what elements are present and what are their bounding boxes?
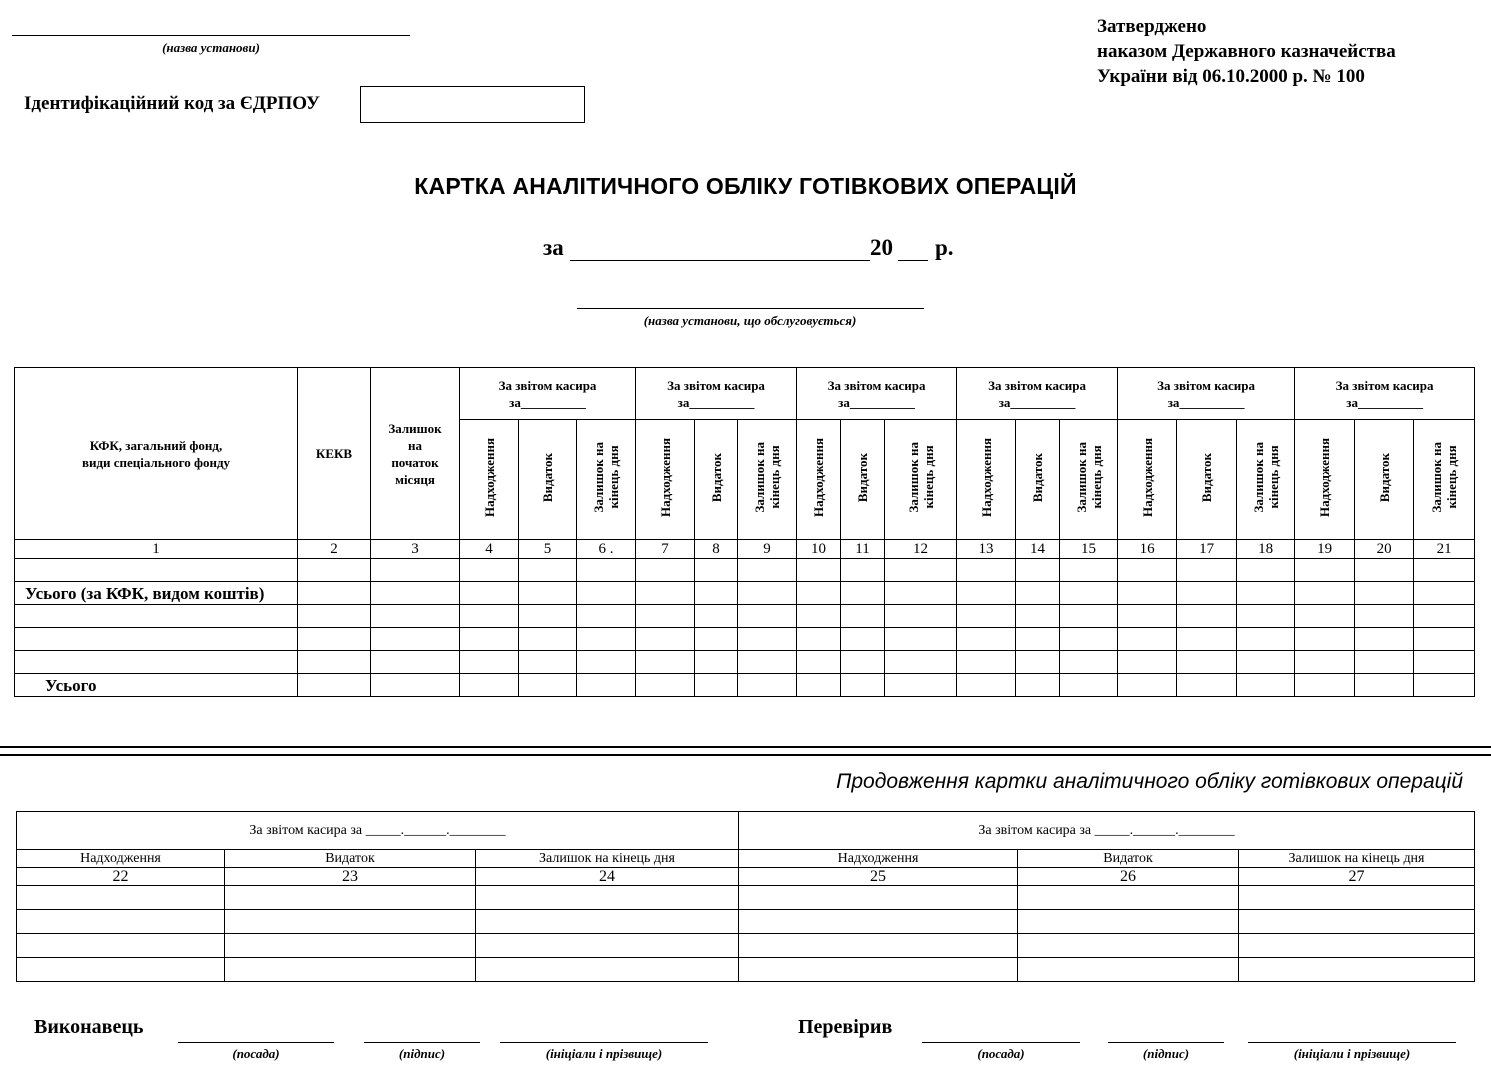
table-row: [15, 559, 1475, 582]
table-cell[interactable]: [577, 674, 636, 697]
approval-line-1: Затверджено: [1097, 16, 1207, 37]
table-cell[interactable]: [15, 651, 298, 674]
table-cell[interactable]: [957, 605, 1016, 628]
table-cell[interactable]: [738, 559, 797, 582]
table-cell[interactable]: [1295, 628, 1355, 651]
table-cell[interactable]: [1239, 910, 1475, 934]
table-cell[interactable]: [371, 559, 460, 582]
table-cell[interactable]: [1118, 605, 1177, 628]
table-cell[interactable]: [1060, 674, 1118, 697]
table-cell[interactable]: [460, 582, 519, 605]
table-cell[interactable]: [1018, 958, 1239, 982]
table-cell[interactable]: [738, 582, 797, 605]
sub-income-header: Надходження: [957, 420, 1016, 540]
table-cell[interactable]: [1237, 582, 1295, 605]
sub-expense-header: Видаток: [1355, 420, 1414, 540]
table-cell[interactable]: [1239, 958, 1475, 982]
table-row: [17, 886, 1475, 910]
table-cell[interactable]: [739, 958, 1018, 982]
sub-expense-header: Видаток: [841, 420, 885, 540]
cashier-report-group-cont-2: За звітом касира за _____.______.________: [739, 812, 1475, 850]
column-number: 17: [1177, 540, 1237, 559]
separator-top: [0, 746, 1491, 748]
table-cell[interactable]: [885, 582, 957, 605]
column-number: 14: [1016, 540, 1060, 559]
table-cell[interactable]: [17, 958, 225, 982]
table-cell[interactable]: [1177, 582, 1237, 605]
sub-income-header: Надходження: [636, 420, 695, 540]
table-cell[interactable]: [1118, 559, 1177, 582]
edrpou-code-field[interactable]: [360, 86, 585, 123]
period-year: 20: [870, 235, 893, 260]
table-cell[interactable]: [1016, 651, 1060, 674]
table-cell[interactable]: [371, 605, 460, 628]
column-number: 5: [519, 540, 577, 559]
checker-name-field[interactable]: [1248, 1042, 1456, 1043]
table-cell[interactable]: [1060, 628, 1118, 651]
table-cell[interactable]: [225, 934, 476, 958]
table-cell[interactable]: [1118, 651, 1177, 674]
table-cell[interactable]: [577, 582, 636, 605]
main-table: [14, 367, 1475, 697]
table-cell[interactable]: [1237, 559, 1295, 582]
table-cell[interactable]: [957, 674, 1016, 697]
table-cell[interactable]: [797, 628, 841, 651]
sub-balance-header: Залишок на кінець дня: [738, 420, 797, 540]
column-number: 22: [17, 868, 225, 886]
table-cell[interactable]: [577, 651, 636, 674]
table-cell[interactable]: [957, 559, 1016, 582]
table-cell[interactable]: [695, 605, 738, 628]
total-row: [15, 674, 1475, 697]
table-cell[interactable]: [636, 582, 695, 605]
table-cell[interactable]: [460, 559, 519, 582]
cashier-report-group-2: За звітом касира за__________: [636, 368, 797, 420]
sub-income-header: Надходження: [797, 420, 841, 540]
approval-line-2: наказом Державного казначейства: [1097, 41, 1396, 62]
table-cell[interactable]: [885, 674, 957, 697]
table-cell[interactable]: [15, 605, 298, 628]
table-cell[interactable]: [298, 628, 371, 651]
table-cell[interactable]: [1414, 605, 1475, 628]
column-number: 16: [1118, 540, 1177, 559]
column-number: 26: [1018, 868, 1239, 886]
table-cell[interactable]: [476, 934, 739, 958]
table-cell[interactable]: [1355, 628, 1414, 651]
column-number: 10: [797, 540, 841, 559]
executor-signature-field[interactable]: [364, 1042, 480, 1043]
table-cell[interactable]: [739, 910, 1018, 934]
table-cell[interactable]: [1414, 559, 1475, 582]
table-cell[interactable]: [1355, 651, 1414, 674]
table-cell[interactable]: [695, 628, 738, 651]
table-cell[interactable]: [371, 674, 460, 697]
checker-signature-field[interactable]: [1108, 1042, 1224, 1043]
cont-column-numbers-row: [17, 868, 1475, 886]
table-cell[interactable]: [460, 628, 519, 651]
column-number: 8: [695, 540, 738, 559]
table-cell[interactable]: [695, 674, 738, 697]
table-cell[interactable]: [885, 628, 957, 651]
checker-signature-caption: (підпис): [1142, 1046, 1190, 1061]
table-cell[interactable]: [1414, 651, 1475, 674]
table-cell[interactable]: [519, 674, 577, 697]
sub-income-header: Надходження: [1118, 420, 1177, 540]
table-cell[interactable]: [636, 651, 695, 674]
table-cell[interactable]: [1177, 559, 1237, 582]
table-cell[interactable]: [17, 910, 225, 934]
table-cell[interactable]: [17, 886, 225, 910]
column-number: 6 .: [577, 540, 636, 559]
checker-position-caption: (посада): [977, 1046, 1025, 1061]
table-cell[interactable]: [519, 605, 577, 628]
table-cell[interactable]: [841, 582, 885, 605]
table-cell[interactable]: [1237, 605, 1295, 628]
table-cell[interactable]: [460, 674, 519, 697]
cont-expense-header: Видаток: [225, 850, 476, 868]
table-cell[interactable]: [695, 559, 738, 582]
table-cell[interactable]: [739, 886, 1018, 910]
table-row: [15, 651, 1475, 674]
separator-bottom: [0, 754, 1491, 756]
table-cell[interactable]: [519, 559, 577, 582]
sub-balance-header: Залишок на кінець дня: [885, 420, 957, 540]
period-prefix: за: [543, 235, 564, 260]
table-cell[interactable]: [1414, 628, 1475, 651]
cashier-report-group-4: За звітом касира за__________: [957, 368, 1118, 420]
column-number: 23: [225, 868, 476, 886]
table-cell[interactable]: [636, 628, 695, 651]
table-cell[interactable]: [1177, 628, 1237, 651]
column-number: 12: [885, 540, 957, 559]
table-cell[interactable]: [371, 651, 460, 674]
table-cell[interactable]: [225, 886, 476, 910]
cont-balance-header: Залишок на кінець дня: [476, 850, 739, 868]
checked-label: Перевірив: [798, 1016, 893, 1038]
sub-expense-header: Видаток: [1177, 420, 1237, 540]
column-number: 19: [1295, 540, 1355, 559]
column-number: 7: [636, 540, 695, 559]
table-cell[interactable]: [1295, 605, 1355, 628]
table-cell[interactable]: [957, 651, 1016, 674]
continuation-title: Продовження картки аналітичного обліку готівкових операцій: [836, 770, 1463, 793]
table-cell[interactable]: [519, 582, 577, 605]
approval-line-3: України від 06.10.2000 р. № 100: [1097, 66, 1365, 87]
cont-balance-header: Залишок на кінець дня: [1239, 850, 1475, 868]
table-cell[interactable]: [1414, 582, 1475, 605]
cont-income-header: Надходження: [739, 850, 1018, 868]
table-row: [17, 934, 1475, 958]
table-cell[interactable]: [1060, 605, 1118, 628]
table-cell[interactable]: [1060, 559, 1118, 582]
table-cell[interactable]: [636, 559, 695, 582]
table-row: [17, 958, 1475, 982]
table-cell[interactable]: [738, 651, 797, 674]
table-cell[interactable]: [841, 674, 885, 697]
table-cell[interactable]: [1237, 674, 1295, 697]
row-label: Усього: [15, 674, 298, 697]
table-cell[interactable]: [460, 651, 519, 674]
table-cell[interactable]: [885, 559, 957, 582]
period-line: [543, 235, 963, 265]
table-cell[interactable]: [519, 628, 577, 651]
table-cell[interactable]: [738, 605, 797, 628]
table-cell[interactable]: [225, 958, 476, 982]
period-month-field[interactable]: [570, 260, 870, 261]
executor-label: Виконавець: [34, 1016, 144, 1038]
table-cell[interactable]: [371, 628, 460, 651]
page-title: КАРТКА АНАЛІТИЧНОГО ОБЛІКУ ГОТІВКОВИХ ОПЕРАЦІЙ: [414, 173, 1077, 199]
column-number: 21: [1414, 540, 1475, 559]
table-cell[interactable]: [1016, 628, 1060, 651]
table-cell[interactable]: [1177, 651, 1237, 674]
table-cell[interactable]: [476, 958, 739, 982]
checker-position-field[interactable]: [922, 1042, 1080, 1043]
org-name-caption: (назва установи): [162, 40, 260, 55]
table-cell[interactable]: [1177, 605, 1237, 628]
sub-expense-header: Видаток: [1016, 420, 1060, 540]
cashier-report-group-1: За звітом касира за__________: [460, 368, 636, 420]
column-number: 13: [957, 540, 1016, 559]
sub-balance-header: Залишок на кінець дня: [1237, 420, 1295, 540]
table-cell[interactable]: [797, 674, 841, 697]
column-number: 25: [739, 868, 1018, 886]
row-label: Усього (за КФК, видом коштів): [15, 582, 298, 605]
table-cell[interactable]: [519, 651, 577, 674]
table-cell[interactable]: [797, 559, 841, 582]
period-suffix: р.: [935, 235, 954, 260]
table-cell[interactable]: [841, 559, 885, 582]
table-cell[interactable]: [1018, 886, 1239, 910]
column-number: 24: [476, 868, 739, 886]
table-cell[interactable]: [1118, 674, 1177, 697]
table-cell[interactable]: [957, 628, 1016, 651]
edrpou-label: Ідентифікаційний код за ЄДРПОУ: [24, 93, 320, 114]
col-kekv-header: КЕКВ: [298, 368, 371, 540]
table-cell[interactable]: [1016, 605, 1060, 628]
table-cell[interactable]: [1355, 674, 1414, 697]
table-cell[interactable]: [1414, 674, 1475, 697]
table-cell[interactable]: [1237, 651, 1295, 674]
column-number: 2: [298, 540, 371, 559]
table-cell[interactable]: [577, 605, 636, 628]
cashier-report-group-5: За звітом касира за__________: [1118, 368, 1295, 420]
table-cell[interactable]: [298, 674, 371, 697]
sub-balance-header: Залишок на кінець дня: [577, 420, 636, 540]
table-cell[interactable]: [1118, 582, 1177, 605]
column-number: 15: [1060, 540, 1118, 559]
table-row: [15, 628, 1475, 651]
table-cell[interactable]: [695, 582, 738, 605]
table-cell[interactable]: [1018, 910, 1239, 934]
table-cell[interactable]: [298, 605, 371, 628]
table-row: [15, 605, 1475, 628]
table-cell[interactable]: [1239, 934, 1475, 958]
sub-balance-header: Залишок на кінець дня: [1060, 420, 1118, 540]
column-number: 3: [371, 540, 460, 559]
column-number: 20: [1355, 540, 1414, 559]
col-balance-start-header: Залишок на початок місяця: [371, 368, 460, 540]
table-cell[interactable]: [476, 886, 739, 910]
table-cell[interactable]: [695, 651, 738, 674]
table-cell[interactable]: [1060, 651, 1118, 674]
table-cell[interactable]: [1295, 674, 1355, 697]
table-cell[interactable]: [225, 910, 476, 934]
table-cell[interactable]: [738, 628, 797, 651]
served-org-field[interactable]: [577, 308, 924, 309]
cashier-report-group-6: За звітом касира за__________: [1295, 368, 1475, 420]
executor-name-field[interactable]: [500, 1042, 708, 1043]
table-cell[interactable]: [298, 582, 371, 605]
sub-expense-header: Видаток: [519, 420, 577, 540]
cont-income-header: Надходження: [17, 850, 225, 868]
served-org-caption: (назва установи, що обслуговується): [643, 313, 857, 328]
table-cell[interactable]: [17, 934, 225, 958]
table-cell[interactable]: [738, 674, 797, 697]
period-year-field[interactable]: [898, 260, 928, 261]
executor-position-field[interactable]: [178, 1042, 334, 1043]
table-cell[interactable]: [1355, 605, 1414, 628]
column-number: 9: [738, 540, 797, 559]
table-cell[interactable]: [797, 582, 841, 605]
table-cell[interactable]: [1177, 674, 1237, 697]
sub-income-header: Надходження: [1295, 420, 1355, 540]
table-cell[interactable]: [885, 651, 957, 674]
table-cell[interactable]: [1016, 582, 1060, 605]
cashier-report-group-cont-1: За звітом касира за _____.______.________: [17, 812, 739, 850]
table-cell[interactable]: [1016, 674, 1060, 697]
approval-block: [1097, 14, 1477, 89]
table-cell[interactable]: [636, 605, 695, 628]
executor-position-caption: (посада): [232, 1046, 280, 1061]
executor-name-caption: (ініціали і прізвище): [545, 1046, 663, 1061]
table-row: [17, 910, 1475, 934]
table-cell[interactable]: [1355, 582, 1414, 605]
table-cell[interactable]: [15, 628, 298, 651]
table-cell[interactable]: [1237, 628, 1295, 651]
table-cell[interactable]: [1018, 934, 1239, 958]
column-number: 1: [15, 540, 298, 559]
table-cell[interactable]: [15, 559, 298, 582]
table-cell[interactable]: [476, 910, 739, 934]
table-cell[interactable]: [957, 582, 1016, 605]
table-cell[interactable]: [1355, 559, 1414, 582]
continuation-table: [16, 811, 1475, 982]
table-cell[interactable]: [1239, 886, 1475, 910]
table-cell[interactable]: [797, 651, 841, 674]
table-cell[interactable]: [577, 559, 636, 582]
table-cell[interactable]: [1016, 559, 1060, 582]
table-cell[interactable]: [298, 651, 371, 674]
table-cell[interactable]: [1060, 582, 1118, 605]
cashier-report-group-3: За звітом касира за__________: [797, 368, 957, 420]
col-kfk-header: КФК, загальний фонд, види спеціального фонду: [15, 368, 298, 540]
table-cell[interactable]: [797, 605, 841, 628]
cont-expense-header: Видаток: [1018, 850, 1239, 868]
table-cell[interactable]: [885, 605, 957, 628]
table-cell[interactable]: [460, 605, 519, 628]
table-cell[interactable]: [739, 934, 1018, 958]
checker-name-caption: (ініціали і прізвище): [1293, 1046, 1411, 1061]
table-cell[interactable]: [841, 605, 885, 628]
table-cell[interactable]: [1295, 582, 1355, 605]
table-cell[interactable]: [1295, 559, 1355, 582]
sub-balance-header: Залишок на кінець дня: [1414, 420, 1475, 540]
table-cell[interactable]: [371, 582, 460, 605]
table-cell[interactable]: [636, 674, 695, 697]
table-cell[interactable]: [1295, 651, 1355, 674]
column-number: 11: [841, 540, 885, 559]
table-cell[interactable]: [577, 628, 636, 651]
column-number: 4: [460, 540, 519, 559]
table-cell[interactable]: [1118, 628, 1177, 651]
sub-income-header: Надходження: [460, 420, 519, 540]
table-cell[interactable]: [841, 651, 885, 674]
column-number: 27: [1239, 868, 1475, 886]
executor-signature-caption: (підпис): [398, 1046, 446, 1061]
table-cell[interactable]: [841, 628, 885, 651]
column-numbers-row: [15, 540, 1475, 559]
column-number: 18: [1237, 540, 1295, 559]
sub-expense-header: Видаток: [695, 420, 738, 540]
total-row: [15, 582, 1475, 605]
table-cell[interactable]: [298, 559, 371, 582]
